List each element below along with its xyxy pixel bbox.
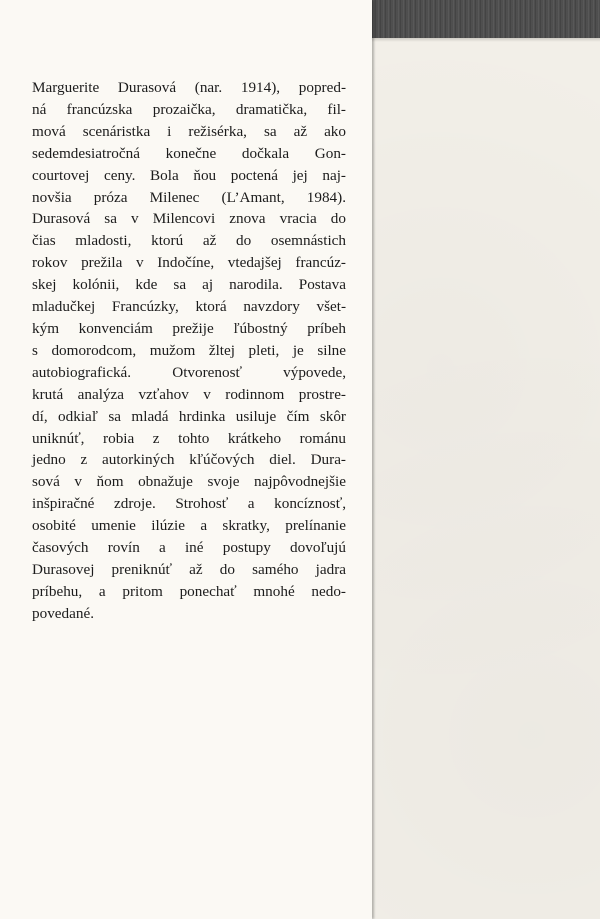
blurb-line: krutá analýza vzťahov v rodinnom prostre- bbox=[32, 385, 346, 403]
cover-dark-band bbox=[372, 0, 600, 38]
blurb-line: jedno z autorkiných kľúčových diel. Dura- bbox=[32, 451, 346, 469]
blurb-line: courtovej ceny. Bola ňou poctená jej naj- bbox=[32, 166, 346, 184]
blurb-line: sová v ňom obnažuje svoje najpôvodnejšie bbox=[32, 473, 346, 491]
blurb-line: kým konvenciám prežije ľúbostný príbeh bbox=[32, 319, 346, 337]
blurb-line: rokov prežila v Indočíne, vtedajšej francúz- bbox=[32, 254, 346, 272]
blurb-line: Marguerite Durasová (nar. 1914), popred- bbox=[32, 79, 346, 96]
blurb-line: príbehu, a pritom ponechať mnohé nedo- bbox=[32, 582, 346, 600]
blurb-line: autobiografická. Otvorenosť výpovede, bbox=[32, 363, 346, 381]
blurb-line: osobité umenie ilúzie a skratky, prelínanie bbox=[32, 517, 346, 535]
blurb-line: dí, odkiaľ sa mladá hrdinka usiluje čím skôr bbox=[32, 407, 346, 425]
blurb-line: mladučkej Francúzky, ktorá navzdory všet- bbox=[32, 298, 346, 316]
cover-band-edge bbox=[372, 38, 600, 42]
blurb-line: skej kolónii, kde sa aj narodila. Postava bbox=[32, 276, 346, 294]
blurb-line: novšia próza Milenec (L’Amant, 1984). bbox=[32, 188, 346, 206]
blurb-line: uniknúť, robia z tohto krátkeho románu bbox=[32, 429, 346, 447]
blurb-line: ná francúzska prozaička, dramatička, fil- bbox=[32, 100, 346, 118]
blurb-line: povedané. bbox=[32, 604, 94, 622]
book-cover-panel bbox=[372, 0, 600, 919]
blurb-line: mová scenáristka i režisérka, sa až ako bbox=[32, 122, 346, 140]
blurb-line: inšpiračné zdroje. Strohosť a koncíznosť, bbox=[32, 495, 346, 513]
blurb-line: Durasová sa v Milencovi znova vracia do bbox=[32, 210, 346, 228]
blurb-line: s domorodcom, mužom žltej pleti, je silne bbox=[32, 341, 346, 359]
blurb-line: čias mladosti, ktorú až do osemnástich bbox=[32, 232, 346, 250]
blurb-line: časových rovín a iné postupy dovoľujú bbox=[32, 539, 346, 557]
blurb-line: Durasovej preniknúť až do samého jadra bbox=[32, 560, 346, 578]
book-blurb bbox=[32, 77, 346, 625]
blurb-line: sedemdesiatročná konečne dočkala Gon- bbox=[32, 144, 346, 162]
